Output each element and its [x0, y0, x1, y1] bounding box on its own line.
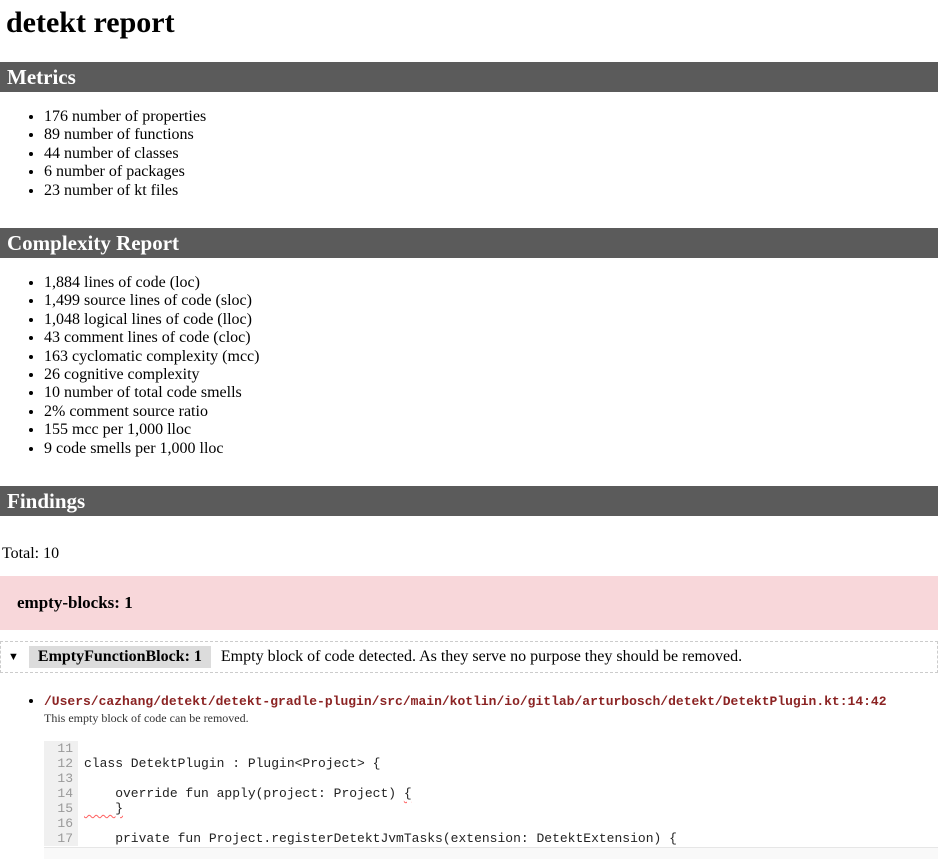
line-number: 13 [44, 771, 78, 786]
rule-description: Empty block of code detected. As they serve no purpose they should be removed. [220, 648, 743, 666]
line-number: 15 [44, 801, 78, 816]
line-number: 14 [44, 786, 78, 801]
disclosure-triangle-icon: ▼ [8, 650, 19, 663]
list-item: • 9 code smells per 1,000 lloc [44, 440, 938, 458]
list-item: • 6 number of packages [44, 163, 938, 181]
code-line [44, 816, 938, 831]
list-item: • 43 comment lines of code (cloc) [44, 329, 938, 347]
list-item: • 23 number of kt files [44, 182, 938, 200]
line-number: 11 [44, 741, 78, 756]
rule-group-header-empty-blocks: empty-blocks: 1 [0, 576, 938, 630]
list-item: • 10 number of total code smells [44, 384, 938, 402]
code-line [44, 741, 938, 756]
section-header-findings: Findings [0, 486, 938, 516]
rule-details-empty-function-block [0, 641, 938, 859]
page-title: detekt report [6, 6, 175, 39]
findings-total: Total: 10 [2, 545, 60, 563]
complexity-list [0, 274, 938, 458]
list-item: • 26 cognitive complexity [44, 366, 938, 384]
list-item: • 155 mcc per 1,000 lloc [44, 421, 938, 439]
rule-badge: EmptyFunctionBlock: 1 [29, 646, 211, 668]
list-item: • 176 number of properties [44, 108, 938, 126]
metrics-list [0, 108, 938, 200]
finding-list [0, 693, 938, 859]
code-line: 12 class DetektPlugin : Plugin<Project> { [44, 756, 938, 771]
error-underline: { [403, 786, 412, 802]
list-item: • 1,048 logical lines of code (lloc) [44, 311, 938, 329]
code-snippet [44, 739, 938, 846]
code-line [44, 801, 938, 816]
list-item: • 1,884 lines of code (loc) [44, 274, 938, 292]
error-underline: } [84, 801, 124, 817]
finding-location: /Users/cazhang/detekt/detekt-gradle-plugin/src/main/kotlin/io/gitlab/arturbosch/detekt/DetektPlugin.kt:14:42 [44, 694, 887, 710]
rule-summary-empty-function-block[interactable] [0, 641, 938, 673]
list-item: • 44 number of classes [44, 145, 938, 163]
finding-message: This empty block of code can be removed. [44, 711, 249, 726]
section-header-complexity: Complexity Report [0, 228, 938, 258]
code-line: 14 override fun apply(project: Project) { [44, 786, 938, 801]
line-number: 17 [44, 831, 78, 846]
line-number: 16 [44, 816, 78, 831]
section-header-metrics: Metrics [0, 62, 938, 92]
list-item: • 163 cyclomatic complexity (mcc) [44, 348, 938, 366]
list-item: • 89 number of functions [44, 126, 938, 144]
horizontal-scrollbar[interactable] [44, 847, 938, 859]
line-number: 12 [44, 756, 78, 771]
list-item: • 1,499 source lines of code (sloc) [44, 292, 938, 310]
finding-item [44, 693, 938, 859]
code-line [44, 771, 938, 786]
list-item: • 2% comment source ratio [44, 403, 938, 421]
code-line: 17 private fun Project.registerDetektJvmTasks(extension: DetektExtension) { [44, 831, 938, 846]
